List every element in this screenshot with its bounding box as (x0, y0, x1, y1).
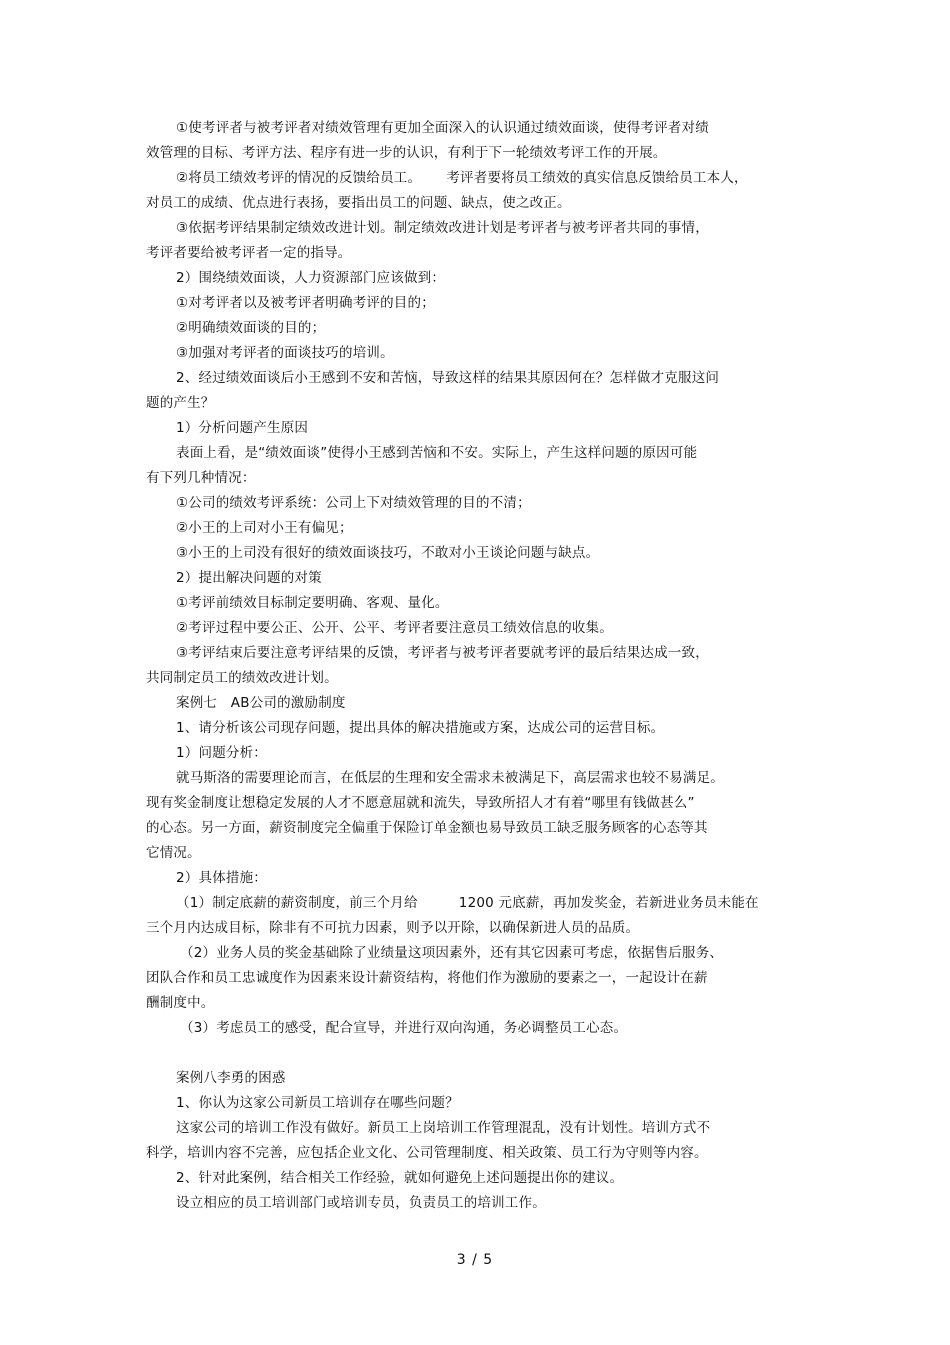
text-line: ①对考评者以及被考评者明确考评的目的； (176, 295, 435, 311)
text-line: ①公司的绩效考评系统：公司上下对绩效管理的目的不清； (176, 495, 531, 511)
text-line: 酬制度中。 (146, 995, 215, 1011)
text-line: 2）围绕绩效面谈，人力资源部门应该做到： (176, 270, 446, 286)
text-line: 效管理的目标、考评方法、程序有进一步的认识，有利于下一轮绩效考评工作的开展。 (146, 145, 667, 161)
text-line: 共同制定员工的绩效改进计划。 (146, 670, 338, 686)
text-line: （1）制定底薪的薪资制度，前三个月给 1200 元底薪，再加发奖金，若新进业务员未能在 (176, 895, 759, 911)
text-line: 现有奖金制度让想稳定发展的人才不愿意屈就和流失，导致所招人才有着“哪里有钱做甚么” (146, 795, 695, 811)
text-line: ②小王的上司对小王有偏见； (176, 520, 353, 536)
text-line: 2）提出解决问题的对策 (176, 570, 322, 586)
text-line: ③加强对考评者的面谈技巧的培训。 (176, 345, 394, 361)
section-heading: 案例七 AB公司的激励制度 (176, 695, 346, 711)
text-line: 考评者要给被考评者一定的指导。 (146, 245, 352, 261)
text-line: 设立相应的员工培训部门或培训专员，负责员工的培训工作。 (176, 1195, 546, 1211)
text-line: 三个月内达成目标，除非有不可抗力因素，则予以开除，以确保新进人员的品质。 (146, 920, 640, 936)
page-number: 3 / 5 (456, 1252, 494, 1268)
text-line: ②明确绩效面谈的目的； (176, 320, 326, 336)
text-line: 2）具体措施： (176, 870, 267, 886)
text-line: 1）分析问题产生原因 (176, 420, 309, 436)
text-line: 2、经过绩效面谈后小王感到不安和苦恼，导致这样的结果其原因何在？怎样做才克服这问 (176, 370, 720, 386)
text-line: ③小王的上司没有很好的绩效面谈技巧，不敢对小王谈论问题与缺点。 (176, 545, 600, 561)
text-line: 这家公司的培训工作没有做好。新员工上岗培训工作管理混乱，没有计划性。培训方式不 (176, 1120, 711, 1136)
text-line: 1）问题分析： (176, 745, 267, 761)
text-line: 表面上看，是“绩效面谈”使得小王感到苦恼和不安。实际上，产生这样问题的原因可能 (176, 445, 698, 461)
text-line: ①使考评者与被考评者对绩效管理有更加全面深入的认识通过绩效面谈，使得考评者对绩 (176, 120, 709, 136)
text-line: 题的产生？ (146, 395, 215, 411)
text-line: ③依据考评结果制定绩效改进计划。制定绩效改进计划是考评者与被考评者共同的事情， (176, 220, 709, 236)
text-line: 的心态。另一方面，薪资制度完全偏重于保险订单金额也易导致员工缺乏服务顾客的心态等其 (146, 820, 708, 836)
text-line: 团队合作和员工忠诚度作为因素来设计薪资结构，将他们作为激励的要素之一，一起设计在薪 (146, 970, 708, 986)
text-line: 1、请分析该公司现存问题，提出具体的解决措施或方案，达成公司的运营目标。 (176, 720, 665, 736)
text-line: ③考评结束后要注意考评结果的反馈，考评者与被考评者要就考评的最后结果达成一致， (176, 645, 709, 661)
text-line: 对员工的成绩、优点进行表扬，要指出员工的问题、缺点，使之改正。 (146, 195, 571, 211)
text-line: 它情况。 (146, 845, 201, 861)
text-line: 科学，培训内容不完善，应包括企业文化、公司管理制度、相关政策、员工行为守则等内容。 (146, 1145, 708, 1161)
text-line: 有下列几种情况： (146, 470, 256, 486)
section-heading: 案例八李勇的困惑 (176, 1070, 286, 1086)
text-line: 就马斯洛的需要理论而言，在低层的生理和安全需求未被满足下，高层需求也较不易满足。 (176, 770, 724, 786)
text-line: （2）业务人员的奖金基础除了业绩量这项因素外，还有其它因素可考虑，依据售后服务、 (180, 945, 724, 961)
text-line: ①考评前绩效目标制定要明确、客观、量化。 (176, 595, 449, 611)
text-line: （3）考虑员工的感受，配合宣导，并进行双向沟通，务必调整员工心态。 (180, 1020, 628, 1036)
text-line: 2、针对此案例，结合相关工作经验，就如何避免上述问题提出你的建议。 (176, 1170, 624, 1186)
text-line: ②考评过程中要公正、公开、公平、考评者要注意员工绩效信息的收集。 (176, 620, 614, 636)
text-line: ②将员工绩效考评的情况的反馈给员工。 考评者要将员工绩效的真实信息反馈给员工本人， (176, 170, 748, 186)
text-line: 1、你认为这家公司新员工培训存在哪些问题？ (176, 1095, 459, 1111)
